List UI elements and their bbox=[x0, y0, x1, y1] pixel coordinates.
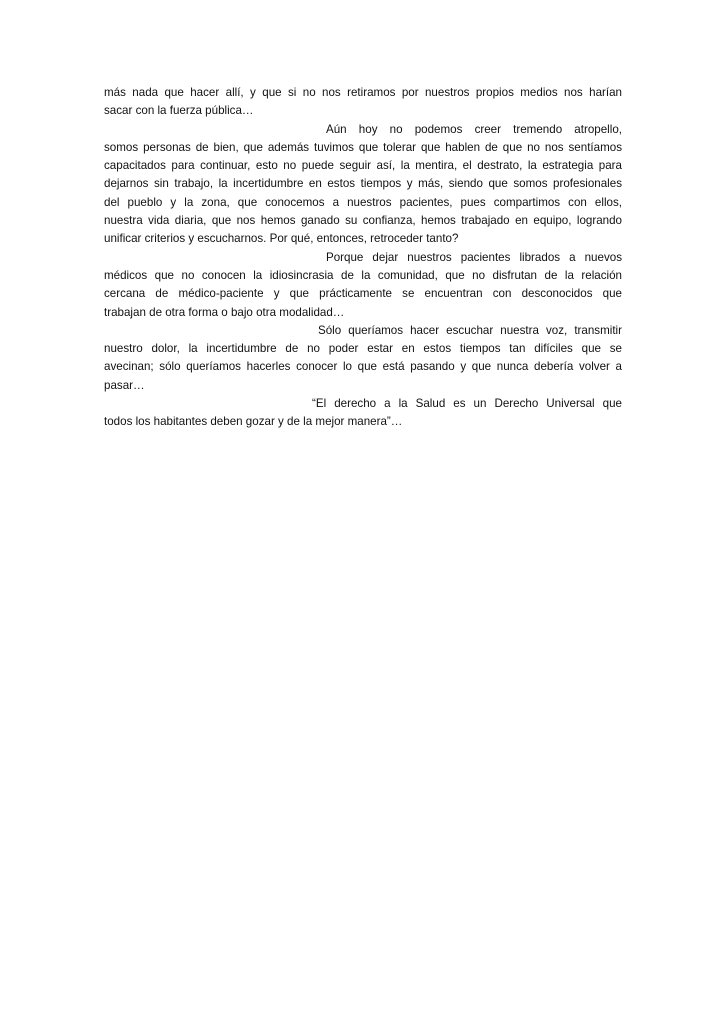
document-body bbox=[104, 84, 622, 432]
paragraph-2-line-6: nuestra vida diaria, que nos hemos ganado su confianza, hemos trabajado en equipo, logrando bbox=[104, 214, 622, 228]
paragraph-4-line-4: pasar… bbox=[104, 378, 145, 392]
quote-line-1: “El derecho a la Salud es un Derecho Universal que bbox=[312, 397, 622, 411]
paragraph-2-line-2: somos personas de bien, que además tuvimos que tolerar que hablen de que no nos sentíamos bbox=[104, 140, 622, 154]
paragraph-1-line-1: más nada que hacer allí, y que si no nos retiramos por nuestros propios medios nos harían bbox=[104, 86, 622, 99]
quote-line-2: todos los habitantes deben gozar y de la mejor manera”… bbox=[104, 415, 403, 429]
paragraph-3-line-2: médicos que no conocen la idiosincrasia de la comunidad, que no disfrutan de la relación bbox=[104, 268, 622, 282]
paragraph-4-line-2: nuestro dolor, la incertidumbre de no poder estar en estos tiempos tan difíciles que se bbox=[104, 342, 622, 356]
paragraph-3-line-4: trabajan de otra forma o bajo otra modalidad… bbox=[104, 305, 345, 319]
paragraph-2-line-5: del pueblo y la zona, que conocemos a nuestros pacientes, pues compartimos con ellos, bbox=[104, 195, 622, 209]
paragraph-1-line-2: sacar con la fuerza pública… bbox=[104, 104, 254, 118]
paragraph-4-line-1: Sólo queríamos hacer escuchar nuestra voz, transmitir bbox=[318, 323, 622, 337]
paragraph-2-line-1: Aún hoy no podemos creer tremendo atropello, bbox=[326, 122, 622, 136]
paragraph-3-line-3: cercana de médico-paciente y que prácticamente se encuentran con desconocidos que bbox=[104, 287, 622, 301]
paragraph-2-line-3: capacitados para continuar, esto no puede seguir así, la mentira, el destrato, la estrategia para bbox=[104, 159, 622, 173]
paragraph-3-line-1: Porque dejar nuestros pacientes librados a nuevos bbox=[326, 250, 622, 264]
paragraph-4-line-3: avecinan; sólo queríamos hacerles conocer lo que está pasando y que nunca debería volver a bbox=[104, 360, 622, 374]
paragraph-2-line-4: dejarnos sin trabajo, la incertidumbre en estos tiempos y más, siendo que somos profesionales bbox=[104, 177, 622, 191]
paragraph-2-line-7: unificar criterios y escucharnos. Por qué, entonces, retroceder tanto? bbox=[104, 232, 459, 246]
